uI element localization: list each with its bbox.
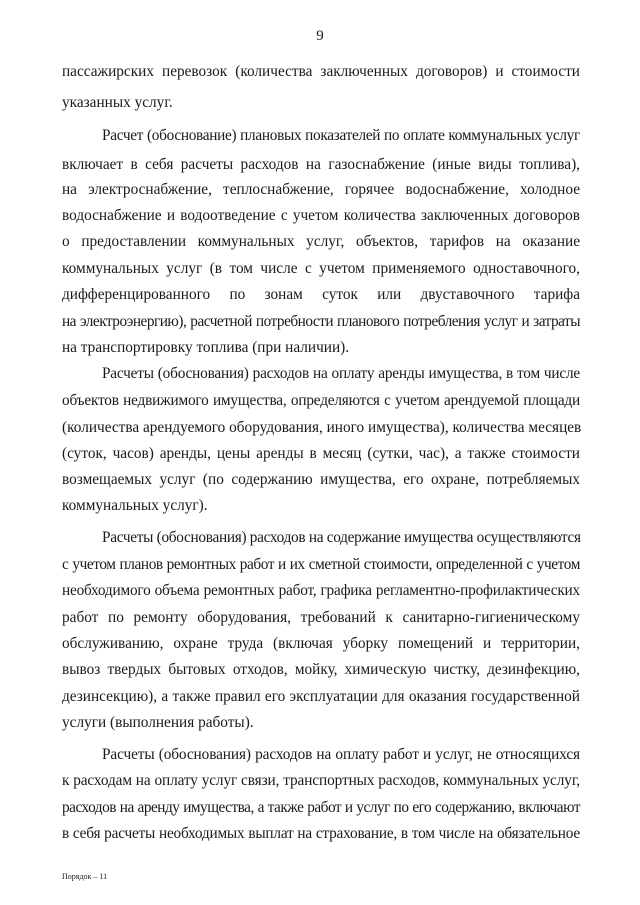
- text-line: водоснабжение и водоотведение с учетом количества заключенных договоров: [62, 207, 580, 224]
- text-line: указанных услуг.: [62, 94, 173, 111]
- text-line: в себя расчеты необходимых выплат на страхование, в том числе на обязательное: [62, 825, 580, 842]
- text-line: включает в себя расчеты расходов на газоснабжение (иные виды топлива),: [62, 156, 580, 173]
- text-line: работ по ремонту оборудования, требований к санитарно-гигиеническому: [62, 609, 580, 626]
- text-line: пассажирских перевозок (количества заключенных договоров) и стоимости: [62, 63, 580, 80]
- text-line: обслуживанию, охране труда (включая уборку помещений и территории,: [62, 635, 580, 652]
- text-line: коммунальных услуг (в том числе с учетом применяемого одноставочного,: [62, 260, 580, 277]
- text-line: с учетом планов ремонтных работ и их сметной стоимости, определенной с учетом: [62, 556, 580, 573]
- text-line: вывоз твердых бытовых отходов, мойку, химическую чистку, дезинфекцию,: [62, 661, 580, 678]
- text-line: Расчеты (обоснования) расходов на оплату аренды имущества, в том числе: [102, 365, 580, 382]
- text-line: (суток, часов) аренды, цены аренды в месяц (сутки, час), а также стоимости: [62, 445, 580, 462]
- text-line: возмещаемых услуг (по содержанию имущества, его охране, потребляемых: [62, 471, 580, 488]
- page-footer: Порядок – 11: [62, 872, 108, 881]
- text-line: на электроснабжение, теплоснабжение, горячее водоснабжение, холодное: [62, 181, 580, 198]
- text-line: на электроэнергию), расчетной потребности планового потребления услуг и затраты: [62, 313, 580, 330]
- text-line: необходимого объема ремонтных работ, графика регламентно-профилактических: [62, 582, 580, 599]
- text-line: (количества арендуемого оборудования, иного имущества), количества месяцев: [62, 419, 582, 436]
- text-line: Расчеты (обоснования) расходов на оплату работ и услуг, не относящихся: [102, 746, 580, 763]
- text-line: расходов на аренду имущества, а также работ и услуг по его содержанию, включают: [62, 799, 580, 816]
- text-line: дифференцированного по зонам суток или двуставочного тарифа: [62, 286, 580, 303]
- text-line: объектов недвижимого имущества, определяются с учетом арендуемой площади: [62, 392, 580, 409]
- text-line: дезинсекцию), а также правил его эксплуатации для оказания государственной: [62, 688, 580, 705]
- text-line: Расчет (обоснование) плановых показателей по оплате коммунальных услуг: [102, 127, 580, 144]
- text-line: к расходам на оплату услуг связи, транспортных расходов, коммунальных услуг,: [62, 772, 580, 789]
- text-line: Расчеты (обоснования) расходов на содержание имущества осуществляются: [102, 529, 581, 546]
- page-number: 9: [316, 28, 324, 44]
- text-line: услуги (выполнения работы).: [62, 714, 254, 731]
- text-line: о предоставлении коммунальных услуг, объектов, тарифов на оказание: [62, 233, 580, 250]
- text-line: на транспортировку топлива (при наличии).: [62, 339, 350, 356]
- text-line: коммунальных услуг).: [62, 497, 208, 514]
